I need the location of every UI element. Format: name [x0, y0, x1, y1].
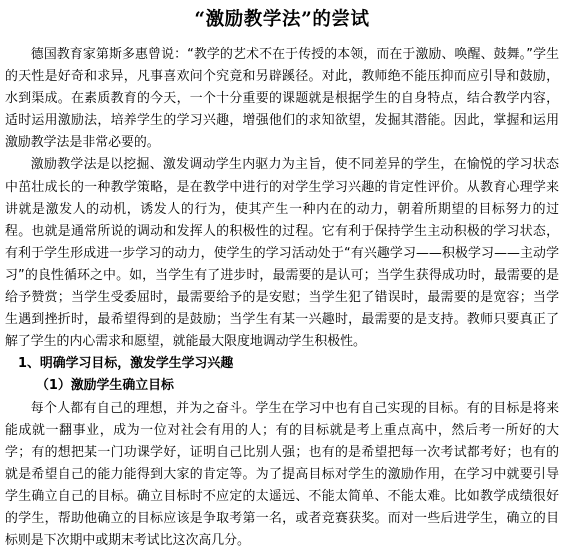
subsection-paragraph: 每个人都有自己的理想，并为之奋斗。学生在学习中也有自己实现的目标。有的目标是将来能成就一翻事业，成为一位对社会有用的人；有的目标就是考上重点高中，然后考一所好的大学；有的想把某一门功课学好，证明自己比别人强；也有的是希望把每一次考试都考好；也有的就是希望自己的能力能得到大家的肯定等。为了提高目标对学生的激励作用，在学习中就要引导学生确立自己的目标。确立目标时不应定的太遥远、不能太简单、不能太难。比如教学成绩很好的学生，帮助他确立的目标应该是争取考第一名，或者竞赛获奖。而对一些后进学生，确立的目标则是下次期中或期末考试比这次高几分。 — [5, 398, 559, 552]
intro-paragraph: 德国教育家第斯多惠曾说：“教学的艺术不在于传授的本领，而在于激励、唤醒、鼓舞。”学生的天性是好奇和求异，凡事喜欢问个究竟和另辟蹊径。对此，教师绝不能压抑而应引导和鼓励，水到渠成。在素质教育的今天，一个十分重要的课题就是根据学生的自身特点，结合教学内容，适时运用激励法，培养学生的学习兴趣，增强他们的求知欲望，发掘其潜能。因此，掌握和运用激励教学法是非常必要的。 — [5, 44, 559, 154]
document-title: “激励教学法”的尝试 — [5, 7, 559, 33]
definition-paragraph: 激励教学法是以挖掘、激发调动学生内驱力为主旨，使不同差异的学生，在愉悦的学习状态中茁壮成长的一种教学策略，是在教学中进行的对学生学习兴趣的肯定性评价。从教育心理学来讲就是激发人的动机，诱发人的行为，使其产生一种内在的动力，朝着所期望的目标努力的过程。也就是通常所说的调动和发挥人的积极性的过程。它有利于保持学生主动积极的学习状态，有利于学生形成进一步学习的动力，使学生的学习活动处于“有兴趣学习——积极学习——主动学习”的良性循环之中。如，当学生有了进步时，最需要的是认可；当学生获得成功时，最需要的是给予赞赏；当学生受委屈时，最需要给予的是安慰；当学生犯了错误时，最需要的是宽容；当学生遇到挫折时，最希望得到的是鼓励；当学生有某一兴趣时，最需要的是支持。教师只要真正了解了学生的内心需求和愿望，就能最大限度地调动学生积极性。 — [5, 154, 559, 353]
section-heading: 1、明确学习目标，激发学生学习兴趣 — [5, 353, 559, 375]
subsection-heading: （1）激励学生确立目标 — [5, 375, 559, 397]
